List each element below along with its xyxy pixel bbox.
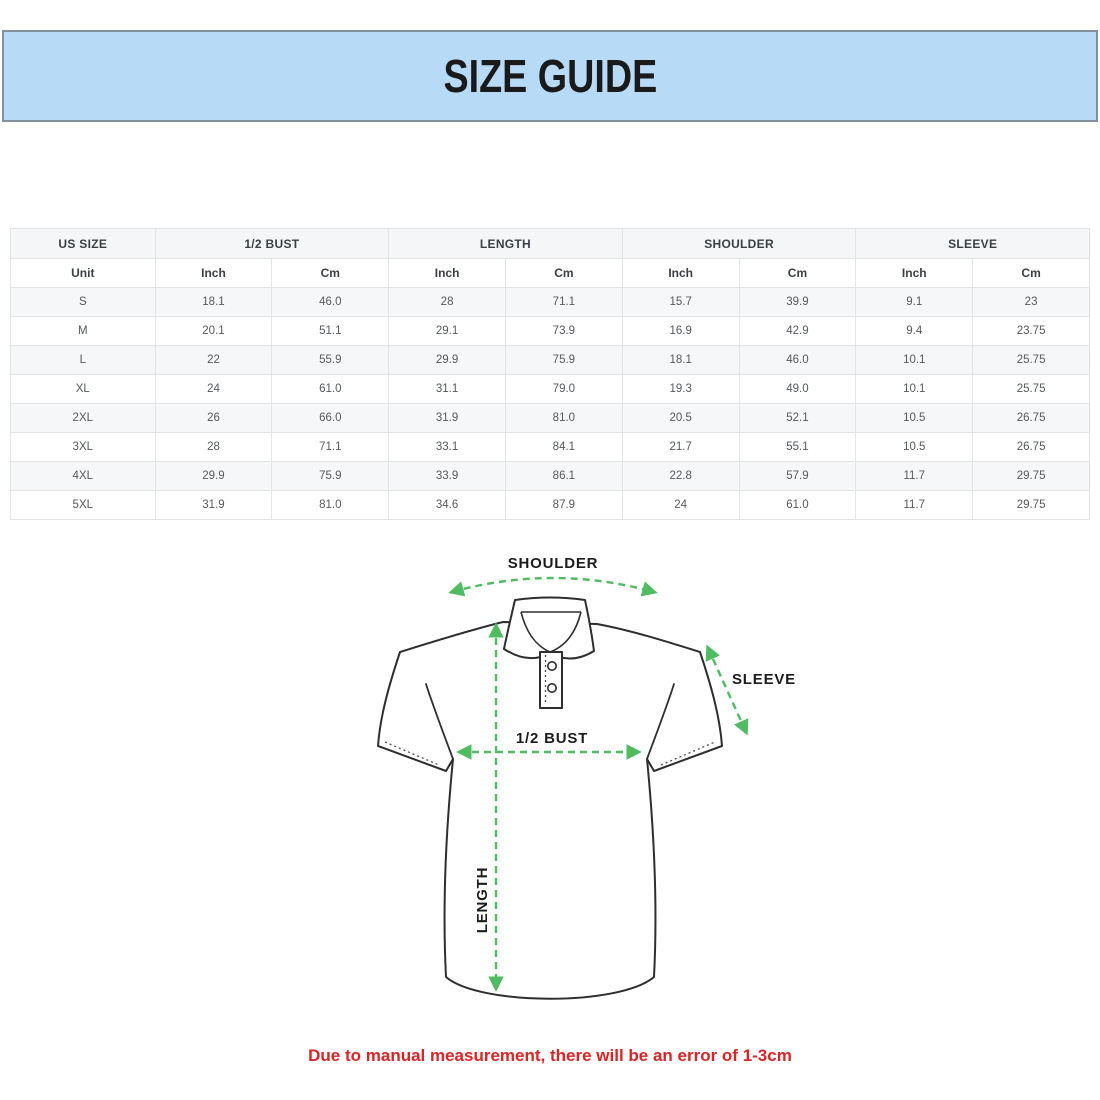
size-label-cell: 4XL: [11, 462, 156, 491]
column-group-header: LENGTH: [389, 229, 623, 259]
size-row-M: [11, 317, 1090, 346]
size-row-XL: [11, 375, 1090, 404]
measurement-cell: 49.0: [739, 375, 856, 404]
measurement-cell: 29.75: [973, 491, 1090, 520]
column-group-header: US SIZE: [11, 229, 156, 259]
measurement-cell: 79.0: [505, 375, 622, 404]
measurement-cell: 18.1: [155, 288, 272, 317]
measurement-cell: 22.8: [622, 462, 739, 491]
measurement-cell: 29.9: [389, 346, 506, 375]
measurement-cell: 33.1: [389, 433, 506, 462]
measurement-cell: 71.1: [505, 288, 622, 317]
size-row-L: [11, 346, 1090, 375]
column-group-header-row: [11, 229, 1090, 259]
measurement-cell: 57.9: [739, 462, 856, 491]
measurement-cell: 31.1: [389, 375, 506, 404]
column-group-header: 1/2 BUST: [155, 229, 389, 259]
shoulder-measure-arrow: [452, 578, 654, 592]
measurement-cell: 81.0: [505, 404, 622, 433]
measurement-cell: 10.1: [856, 375, 973, 404]
measurement-cell: 61.0: [739, 491, 856, 520]
measurement-cell: 10.5: [856, 433, 973, 462]
measurement-cell: 23: [973, 288, 1090, 317]
measurement-cell: 11.7: [856, 491, 973, 520]
measurement-cell: 22: [155, 346, 272, 375]
measurement-cell: 39.9: [739, 288, 856, 317]
measurement-cell: 26.75: [973, 433, 1090, 462]
size-row-4XL: [11, 462, 1090, 491]
measurement-cell: 31.9: [155, 491, 272, 520]
size-guide-table: [10, 228, 1090, 520]
measurement-disclaimer: Due to manual measurement, there will be an error of 1-3cm: [308, 1046, 792, 1065]
measurement-cell: 84.1: [505, 433, 622, 462]
measurement-cell: 46.0: [272, 288, 389, 317]
size-label-cell: L: [11, 346, 156, 375]
size-label-cell: XL: [11, 375, 156, 404]
page-title: SIZE GUIDE: [443, 50, 657, 102]
measurement-cell: 15.7: [622, 288, 739, 317]
measurement-cell: 23.75: [973, 317, 1090, 346]
length-label: LENGTH: [474, 866, 491, 934]
size-guide-banner: [2, 30, 1098, 122]
measurement-cell: 75.9: [505, 346, 622, 375]
measurement-cell: 86.1: [505, 462, 622, 491]
measurement-cell: 46.0: [739, 346, 856, 375]
measurement-diagram: [370, 540, 810, 1030]
button-icon: [548, 684, 556, 692]
measurement-cell: 29.75: [973, 462, 1090, 491]
size-row-5XL: [11, 491, 1090, 520]
placket: [540, 652, 562, 708]
measurement-cell: 71.1: [272, 433, 389, 462]
measurement-cell: 25.75: [973, 375, 1090, 404]
measurement-cell: 75.9: [272, 462, 389, 491]
size-table-body: [11, 288, 1090, 520]
measurement-cell: 16.9: [622, 317, 739, 346]
measurement-cell: 87.9: [505, 491, 622, 520]
button-icon: [548, 662, 556, 670]
size-label-cell: 5XL: [11, 491, 156, 520]
column-group-header: SLEEVE: [856, 229, 1090, 259]
size-row-S: [11, 288, 1090, 317]
measurement-cell: 51.1: [272, 317, 389, 346]
measurement-cell: 29.1: [389, 317, 506, 346]
measurement-cell: 10.1: [856, 346, 973, 375]
measurement-cell: 20.5: [622, 404, 739, 433]
measurement-cell: 9.1: [856, 288, 973, 317]
size-label-cell: S: [11, 288, 156, 317]
measurement-cell: 24: [155, 375, 272, 404]
unit-header: Cm: [739, 259, 856, 288]
unit-header: Unit: [11, 259, 156, 288]
measurement-cell: 55.9: [272, 346, 389, 375]
size-label-cell: 2XL: [11, 404, 156, 433]
size-label-cell: 3XL: [11, 433, 156, 462]
measurement-cell: 29.9: [155, 462, 272, 491]
polo-shirt-diagram: [370, 540, 810, 1030]
unit-header: Inch: [856, 259, 973, 288]
unit-header: Inch: [389, 259, 506, 288]
unit-header: Cm: [272, 259, 389, 288]
unit-header-row: [11, 259, 1090, 288]
column-group-header: SHOULDER: [622, 229, 856, 259]
measurement-cell: 31.9: [389, 404, 506, 433]
measurement-cell: 10.5: [856, 404, 973, 433]
measurement-cell: 61.0: [272, 375, 389, 404]
measurement-cell: 20.1: [155, 317, 272, 346]
unit-header: Inch: [622, 259, 739, 288]
measurement-cell: 26: [155, 404, 272, 433]
unit-header: Cm: [505, 259, 622, 288]
sleeve-label: SLEEVE: [732, 671, 796, 688]
measurement-cell: 11.7: [856, 462, 973, 491]
measurement-cell: 81.0: [272, 491, 389, 520]
measurement-cell: 26.75: [973, 404, 1090, 433]
measurement-cell: 18.1: [622, 346, 739, 375]
measurement-cell: 21.7: [622, 433, 739, 462]
measurement-cell: 28: [389, 288, 506, 317]
measurement-cell: 73.9: [505, 317, 622, 346]
unit-header: Cm: [973, 259, 1090, 288]
size-label-cell: M: [11, 317, 156, 346]
measurement-cell: 55.1: [739, 433, 856, 462]
measurement-cell: 24: [622, 491, 739, 520]
size-row-2XL: [11, 404, 1090, 433]
measurement-cell: 42.9: [739, 317, 856, 346]
bust-label: 1/2 BUST: [515, 730, 589, 747]
size-row-3XL: [11, 433, 1090, 462]
shoulder-label: SHOULDER: [507, 555, 599, 572]
measurement-cell: 19.3: [622, 375, 739, 404]
measurement-cell: 25.75: [973, 346, 1090, 375]
measurement-cell: 66.0: [272, 404, 389, 433]
measurement-cell: 33.9: [389, 462, 506, 491]
unit-header: Inch: [155, 259, 272, 288]
collar-outline: [504, 598, 594, 659]
measurement-cell: 28: [155, 433, 272, 462]
measurement-cell: 52.1: [739, 404, 856, 433]
measurement-cell: 9.4: [856, 317, 973, 346]
measurement-cell: 34.6: [389, 491, 506, 520]
